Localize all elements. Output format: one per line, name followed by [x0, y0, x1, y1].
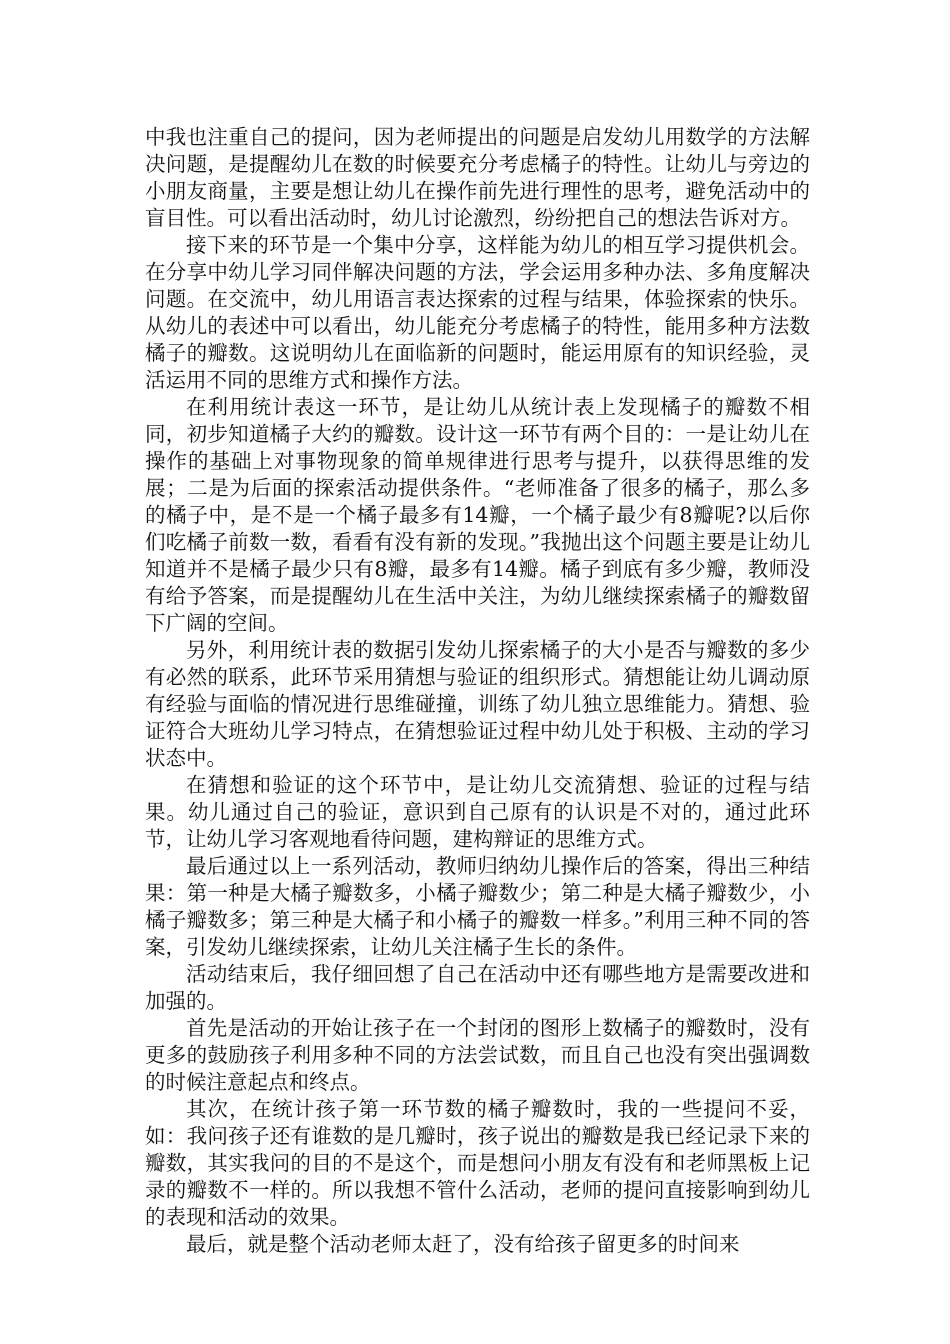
- paragraph-1: 中我也注重自己的提问，因为老师提出的问题是启发幼儿用数学的方法解决问题，是提醒幼儿在数的时候要充分考虑橘子的特性。让幼儿与旁边的小朋友商量，主要是想让幼儿在操作前先进行理性的思考，避免活动中的盲目性。可以看出活动时，幼儿讨论激烈，纷纷把自己的想法告诉对方。: [145, 125, 810, 230]
- paragraph-7: 活动结束后，我仔细回想了自己在活动中还有哪些地方是需要改进和加强的。: [145, 962, 810, 1013]
- paragraph-9: 其次，在统计孩子第一环节数的橘子瓣数时，我的一些提问不妥，如：我问孩子还有谁数的是几瓣时，孩子说出的瓣数是我已经记录下来的瓣数，其实我问的目的不是这个，而是想问小朋友有没有和老师黑板上记录的瓣数不一样的。所以我想不管什么活动，老师的提问直接影响到幼儿的表现和活动的效果。: [145, 1097, 810, 1229]
- paragraph-2: 接下来的环节是一个集中分享，这样能为幼儿的相互学习提供机会。在分享中幼儿学习同伴解决问题的方法，学会运用多种办法、多角度解决问题。在交流中，幼儿用语言表达探索的过程与结果，体验探索的快乐。从幼儿的表述中可以看出，幼儿能充分考虑橘子的特性，能用多种方法数橘子的瓣数。这说明幼儿在面临新的问题时，能运用原有的知识经验，灵活运用不同的思维方式和操作方法。: [145, 233, 810, 392]
- document-body: [145, 124, 810, 1258]
- paragraph-6: 最后通过以上一系列活动，教师归纳幼儿操作后的答案，得出三种结果：第一种是大橘子瓣数多，小橘子瓣数少；第二种是大橘子瓣数少，小橘子瓣数多；第三种是大橘子和小橘子的瓣数一样多。”利用三种不同的答案，引发幼儿继续探索，让幼儿关注橘子生长的条件。: [145, 854, 810, 959]
- paragraph-8: 首先是活动的开始让孩子在一个封闭的图形上数橘子的瓣数时，没有更多的鼓励孩子利用多种不同的方法尝试数，而且自己也没有突出强调数的时候注意起点和终点。: [145, 1016, 810, 1094]
- paragraph-4: 另外，利用统计表的数据引发幼儿探索橘子的大小是否与瓣数的多少有必然的联系，此环节采用猜想与验证的组织形式。猜想能让幼儿调动原有经验与面临的情况进行思维碰撞，训练了幼儿独立思维能力。猜想、验证符合大班幼儿学习特点，在猜想验证过程中幼儿处于积极、主动的学习状态中。: [145, 638, 810, 770]
- paragraph-10: 最后，就是整个活动老师太赶了，没有给孩子留更多的时间来: [186, 1232, 740, 1256]
- paragraph-5: 在猜想和验证的这个环节中，是让幼儿交流猜想、验证的过程与结果。幼儿通过自己的验证，意识到自己原有的认识是不对的，通过此环节，让幼儿学习客观地看待问题，建构辩证的思维方式。: [145, 773, 810, 851]
- paragraph-3: 在利用统计表这一环节，是让幼儿从统计表上发现橘子的瓣数不相同，初步知道橘子大约的瓣数。设计这一环节有两个目的：一是让幼儿在操作的基础上对事物现象的简单规律进行思考与提升，以获得思维的发展；二是为后面的探索活动提供条件。“老师准备了很多的橘子，那么多的橘子中，是不是一个橘子最多有14瓣，一个橘子最少有8瓣呢?以后你们吃橘子前数一数，看看有没有新的发现。”我抛出这个问题主要是让幼儿知道并不是橘子最少只有8瓣，最多有14瓣。橘子到底有多少瓣，教师没有给予答案，而是提醒幼儿在生活中关注，为幼儿继续探索橘子的瓣数留下广阔的空间。: [145, 395, 810, 635]
